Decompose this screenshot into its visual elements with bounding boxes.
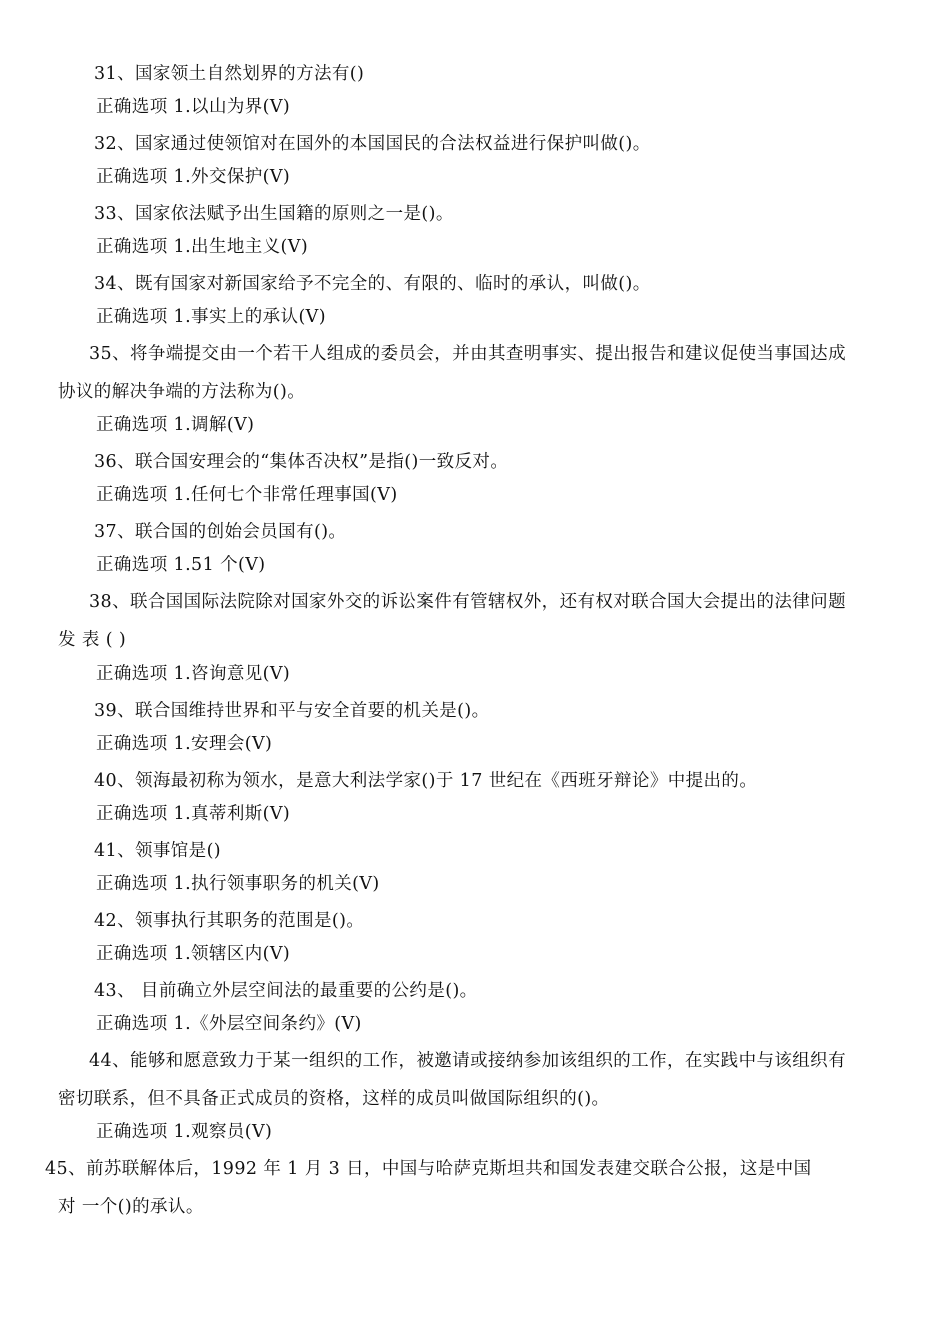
answer-37: 正确选项 1.51 个(V) [96, 555, 266, 575]
answer-39: 正确选项 1.安理会(V) [96, 734, 273, 754]
question-45: 45、前苏联解体后，1992 年 1 月 3 日，中国与哈萨克斯坦共和国发表建交联合公报，这是中国 [45, 1159, 812, 1179]
question-45-continued: 对 一个()的承认。 [58, 1197, 204, 1217]
answer-32: 正确选项 1.外交保护(V) [96, 167, 291, 187]
question-42: 42、领事执行其职务的范围是()。 [94, 911, 365, 931]
question-37: 37、联合国的创始会员国有()。 [94, 522, 347, 542]
answer-44: 正确选项 1.观察员(V) [96, 1122, 273, 1142]
answer-31: 正确选项 1.以山为界(V) [96, 97, 291, 117]
answer-36: 正确选项 1.任何七个非常任理事国(V) [96, 485, 398, 505]
answer-40: 正确选项 1.真蒂利斯(V) [96, 804, 291, 824]
answer-42: 正确选项 1.领辖区内(V) [96, 944, 291, 964]
question-35: 35、将争端提交由一个若干人组成的委员会，并由其查明事实、提出报告和建议促使当事国达成 [89, 344, 846, 364]
answer-41: 正确选项 1.执行领事职务的机关(V) [96, 874, 380, 894]
question-39: 39、联合国维持世界和平与安全首要的机关是()。 [94, 701, 490, 721]
question-33: 33、国家依法赋予出生国籍的原则之一是()。 [94, 204, 454, 224]
question-34: 34、既有国家对新国家给予不完全的、有限的、临时的承认，叫做()。 [94, 274, 651, 294]
question-32: 32、国家通过使领馆对在国外的本国国民的合法权益进行保护叫做()。 [94, 134, 651, 154]
answer-33: 正确选项 1.出生地主义(V) [96, 237, 309, 257]
answer-43: 正确选项 1.《外层空间条约》(V) [96, 1014, 362, 1034]
question-38: 38、联合国国际法院除对国家外交的诉讼案件有管辖权外，还有权对联合国大会提出的法律问题 [89, 592, 846, 612]
question-31: 31、国家领土自然划界的方法有() [94, 64, 365, 84]
question-43: 43、 目前确立外层空间法的最重要的公约是()。 [94, 981, 478, 1001]
question-44-continued: 密切联系，但不具备正式成员的资格，这样的成员叫做国际组织的()。 [58, 1089, 610, 1109]
question-38-continued: 发 表 ( ) [58, 630, 127, 650]
question-35-continued: 协议的解决争端的方法称为()。 [58, 382, 306, 402]
question-40: 40、领海最初称为领水，是意大利法学家()于 17 世纪在《西班牙辩论》中提出的。 [94, 771, 758, 791]
answer-34: 正确选项 1.事实上的承认(V) [96, 307, 326, 327]
question-44: 44、能够和愿意致力于某一组织的工作，被邀请或接纳参加该组织的工作，在实践中与该组织有 [89, 1051, 846, 1071]
question-41: 41、领事馆是() [94, 841, 222, 861]
question-36: 36、联合国安理会的“集体否决权”是指()一致反对。 [94, 452, 509, 472]
answer-38: 正确选项 1.咨询意见(V) [96, 664, 291, 684]
answer-35: 正确选项 1.调解(V) [96, 415, 255, 435]
